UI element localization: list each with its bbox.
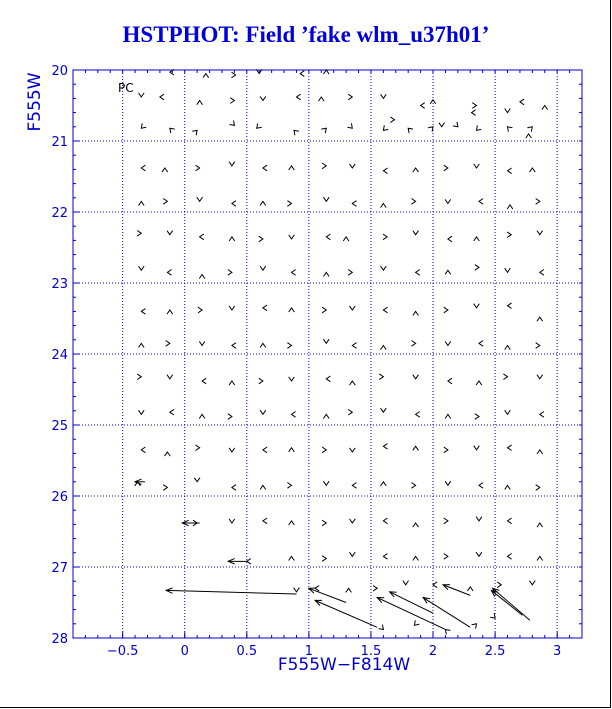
data-point-marker (508, 127, 513, 132)
data-point-marker (141, 309, 145, 315)
data-point-marker (408, 128, 413, 133)
data-point-marker (322, 520, 326, 526)
data-point-marker (141, 447, 145, 453)
data-point-marker (263, 305, 267, 311)
data-point-marker (260, 485, 266, 489)
data-point-marker (540, 270, 544, 276)
data-point-marker (416, 270, 420, 276)
data-point-marker (475, 265, 479, 271)
data-point-marker (259, 236, 263, 242)
data-point-marker (412, 341, 416, 347)
y-tick-label: 21 (51, 135, 68, 150)
data-point-marker (453, 122, 458, 127)
data-point-marker (348, 409, 352, 415)
data-point-marker (263, 518, 267, 524)
x-tick-label: 0.5 (236, 644, 258, 659)
y-tick-label: 24 (51, 348, 68, 363)
data-point-marker (508, 554, 512, 560)
data-point-marker (289, 308, 295, 312)
data-point-marker (230, 98, 234, 104)
data-point-marker (479, 483, 483, 489)
data-point-marker (497, 582, 501, 588)
data-point-marker (247, 559, 251, 565)
data-point-marker (444, 307, 448, 313)
data-point-marker (413, 311, 419, 315)
data-point-marker (323, 414, 329, 418)
data-point-marker (505, 410, 511, 414)
x-tick-label: 3 (553, 644, 562, 659)
data-point-marker (348, 270, 352, 276)
data-point-marker (433, 582, 437, 588)
data-point-marker (197, 101, 203, 105)
y-tick-label: 28 (51, 632, 68, 647)
data-point-marker (505, 485, 511, 489)
data-point-marker (194, 478, 200, 482)
data-point-marker (477, 125, 482, 130)
data-point-marker (537, 231, 543, 235)
data-point-marker (260, 343, 266, 347)
data-point-marker (413, 168, 419, 172)
data-point-marker (203, 74, 209, 78)
data-point-marker (413, 556, 419, 560)
data-point-marker (229, 162, 235, 166)
pc-annotation: PC (118, 81, 134, 95)
data-point-marker (381, 204, 387, 208)
x-tick-label: 1.5 (360, 644, 382, 659)
data-point-marker (347, 123, 352, 128)
data-point-marker (445, 414, 451, 418)
data-point-marker (537, 556, 543, 560)
data-point-marker (167, 231, 173, 235)
data-point-marker (505, 346, 511, 350)
data-point-marker (260, 266, 266, 270)
grid-lines (73, 70, 582, 638)
data-point-marker (346, 588, 352, 592)
data-point-marker (323, 272, 329, 276)
data-point-marker (444, 165, 448, 171)
data-point-marker (289, 235, 295, 239)
data-point-marker (196, 445, 200, 451)
x-tick-label: 1 (304, 644, 314, 659)
data-point-marker (287, 483, 291, 489)
data-point-marker (472, 624, 477, 629)
data-point-marker (414, 620, 419, 625)
x-tick-label: 0 (180, 644, 189, 659)
data-point-marker (289, 556, 295, 560)
data-point-marker (383, 307, 387, 313)
y-tick-label: 27 (51, 561, 68, 576)
data-point-marker (475, 414, 479, 420)
data-point-marker (383, 518, 387, 524)
data-point-marker (428, 127, 433, 132)
data-point-marker (228, 270, 232, 276)
data-point-marker (167, 375, 173, 379)
data-point-marker (170, 128, 175, 133)
data-point-marker (508, 518, 512, 524)
data-point-marker (445, 630, 450, 635)
data-point-marker (379, 625, 384, 630)
plot-area (135, 69, 548, 634)
data-point-marker (439, 123, 445, 127)
data-point-marker (474, 446, 480, 450)
data-point-marker (229, 448, 235, 452)
data-point-marker (474, 164, 480, 168)
data-point-marker (350, 519, 356, 523)
data-point-marker (165, 452, 171, 456)
data-point-marker (542, 106, 548, 110)
data-point-marker (350, 552, 356, 556)
data-point-marker (162, 168, 168, 172)
data-point-marker (474, 304, 480, 308)
data-point-marker (445, 481, 451, 485)
data-point-marker (196, 165, 200, 171)
data-point-marker (232, 343, 236, 349)
y-tick-label: 26 (51, 490, 68, 505)
data-point-marker (507, 205, 513, 209)
x-axis-label: F555W−F814W (277, 655, 411, 675)
data-point-marker (350, 448, 356, 452)
data-point-marker (412, 483, 416, 489)
data-point-marker (297, 94, 301, 100)
data-point-marker (381, 482, 387, 486)
data-point-marker (479, 199, 483, 205)
data-point-marker (139, 410, 145, 414)
data-point-marker (444, 447, 448, 453)
data-point-marker (536, 343, 540, 349)
data-point-marker (350, 306, 356, 310)
offset-vector-line (315, 600, 377, 627)
data-point-marker (319, 97, 325, 101)
data-point-marker (287, 343, 291, 349)
x-tick-label: 2.5 (484, 644, 506, 659)
data-point-marker (445, 341, 451, 345)
y-axis (51, 64, 582, 647)
offset-vector-line (493, 588, 530, 620)
data-point-marker (536, 199, 540, 205)
data-point-marker (530, 168, 536, 172)
data-point-marker (289, 377, 295, 381)
data-point-marker (163, 199, 167, 205)
data-point-marker (505, 109, 511, 113)
data-point-marker (257, 123, 262, 128)
y-tick-label: 23 (51, 277, 68, 292)
data-point-marker (421, 103, 425, 109)
data-point-marker (139, 93, 145, 97)
data-point-marker (199, 275, 205, 279)
data-point-marker (323, 339, 329, 343)
data-point-marker (381, 266, 387, 270)
data-point-marker (199, 341, 205, 345)
data-point-marker (413, 231, 419, 235)
data-point-marker (287, 201, 291, 207)
data-point-marker (202, 378, 206, 384)
data-point-marker (294, 588, 300, 592)
data-point-marker (536, 485, 540, 491)
data-point-marker (348, 94, 352, 100)
data-point-marker (263, 165, 267, 171)
data-point-marker (259, 378, 263, 384)
data-point-marker (160, 94, 164, 100)
data-point-marker (199, 414, 205, 418)
data-point-marker (139, 343, 145, 347)
data-point-marker (383, 168, 387, 174)
data-point-marker (260, 201, 266, 205)
data-point-marker (530, 581, 536, 585)
data-point-marker (403, 581, 409, 585)
y-axis-label: F555W (25, 72, 45, 132)
data-point-marker (472, 110, 476, 116)
data-point-marker (476, 381, 482, 385)
data-point-marker (537, 375, 543, 379)
data-point-marker (445, 199, 451, 203)
data-point-marker (289, 448, 295, 452)
data-point-marker (444, 518, 448, 524)
data-point-marker (229, 519, 235, 523)
data-point-marker (322, 556, 326, 562)
data-point-marker (381, 94, 387, 98)
data-point-marker (343, 237, 349, 241)
data-point-marker (232, 485, 236, 491)
data-point-marker (444, 554, 448, 560)
x-tick-label: 2 (428, 644, 438, 659)
data-point-marker (467, 587, 473, 591)
data-point-marker (476, 517, 482, 521)
data-point-marker (526, 134, 532, 138)
data-point-marker (289, 521, 295, 525)
data-point-marker (448, 236, 452, 242)
data-point-marker (505, 268, 511, 272)
data-point-marker (322, 447, 326, 453)
data-point-marker (326, 376, 330, 382)
data-point-marker (139, 266, 145, 270)
data-point-marker (350, 381, 356, 385)
data-point-marker (200, 234, 204, 240)
data-point-marker (379, 374, 383, 380)
data-point-marker (527, 127, 532, 132)
data-point-marker (197, 197, 203, 201)
data-point-marker (321, 128, 326, 133)
data-point-marker (163, 485, 167, 491)
data-point-marker (390, 117, 394, 123)
x-tick-label: −0.5 (106, 644, 139, 659)
data-point-marker (352, 483, 356, 489)
data-point-marker (323, 481, 329, 485)
data-point-marker (166, 341, 170, 347)
data-point-marker (490, 613, 495, 618)
data-point-marker (260, 410, 266, 414)
data-point-marker (474, 237, 480, 241)
data-point-marker (373, 586, 377, 592)
data-point-marker (413, 375, 419, 379)
data-point-marker (167, 270, 171, 276)
data-point-marker (326, 234, 330, 240)
offset-vector-line (443, 585, 470, 596)
data-point-marker (139, 201, 145, 205)
data-point-marker (230, 121, 235, 126)
data-point-marker (383, 234, 387, 240)
data-point-marker (383, 554, 387, 560)
data-point-marker (412, 199, 416, 205)
data-point-marker (292, 270, 296, 276)
data-point-marker (260, 96, 266, 100)
data-point-marker (141, 123, 146, 128)
data-point-marker (381, 346, 387, 350)
data-point-marker (381, 408, 387, 412)
data-point-marker (167, 310, 173, 314)
data-point-marker (198, 307, 202, 313)
data-point-marker (445, 270, 451, 274)
data-point-marker (137, 374, 141, 380)
data-point-marker (448, 378, 452, 384)
data-point-marker (294, 130, 299, 135)
data-point-marker (537, 317, 543, 321)
data-point-marker (263, 447, 267, 453)
data-point-marker (352, 201, 356, 207)
chart-title: HSTPHOT: Field ’fake wlm_u37h01’ (122, 22, 490, 47)
data-point-marker (508, 168, 512, 174)
data-point-marker (323, 197, 329, 201)
data-point-marker (289, 166, 295, 170)
data-point-marker (137, 231, 141, 237)
data-point-marker (479, 341, 483, 347)
data-point-marker (292, 412, 296, 418)
data-point-marker (540, 412, 544, 418)
data-point-marker (229, 237, 235, 241)
data-point-marker (352, 343, 356, 349)
data-point-marker (141, 165, 145, 171)
data-point-marker (350, 164, 356, 168)
y-tick-label: 22 (51, 206, 68, 221)
offset-vector-line (491, 590, 522, 615)
y-tick-label: 20 (51, 64, 68, 79)
data-point-marker (228, 414, 232, 420)
data-point-marker (383, 125, 388, 130)
data-point-marker (322, 163, 326, 169)
data-point-marker (322, 307, 326, 313)
data-point-marker (537, 450, 543, 454)
data-point-marker (508, 445, 512, 451)
data-point-marker (507, 232, 511, 238)
data-point-marker (232, 201, 236, 207)
data-point-marker (413, 446, 419, 450)
data-point-marker (476, 552, 482, 556)
offset-vector-arrowhead (423, 598, 430, 604)
data-point-marker (503, 374, 507, 380)
data-point-marker (413, 523, 419, 527)
offset-vector-line (166, 590, 296, 594)
data-point-marker (323, 70, 329, 74)
data-point-marker (170, 409, 174, 415)
data-point-marker (508, 303, 512, 309)
data-point-marker (300, 71, 304, 77)
data-point-marker (520, 99, 524, 105)
data-point-marker (192, 130, 197, 135)
data-point-marker (229, 381, 235, 385)
data-point-marker (232, 72, 236, 78)
data-point-marker (537, 523, 543, 527)
data-point-marker (472, 103, 476, 109)
data-point-marker (416, 412, 420, 418)
data-point-marker (229, 306, 235, 310)
y-tick-label: 25 (51, 419, 68, 434)
data-point-marker (383, 444, 387, 450)
